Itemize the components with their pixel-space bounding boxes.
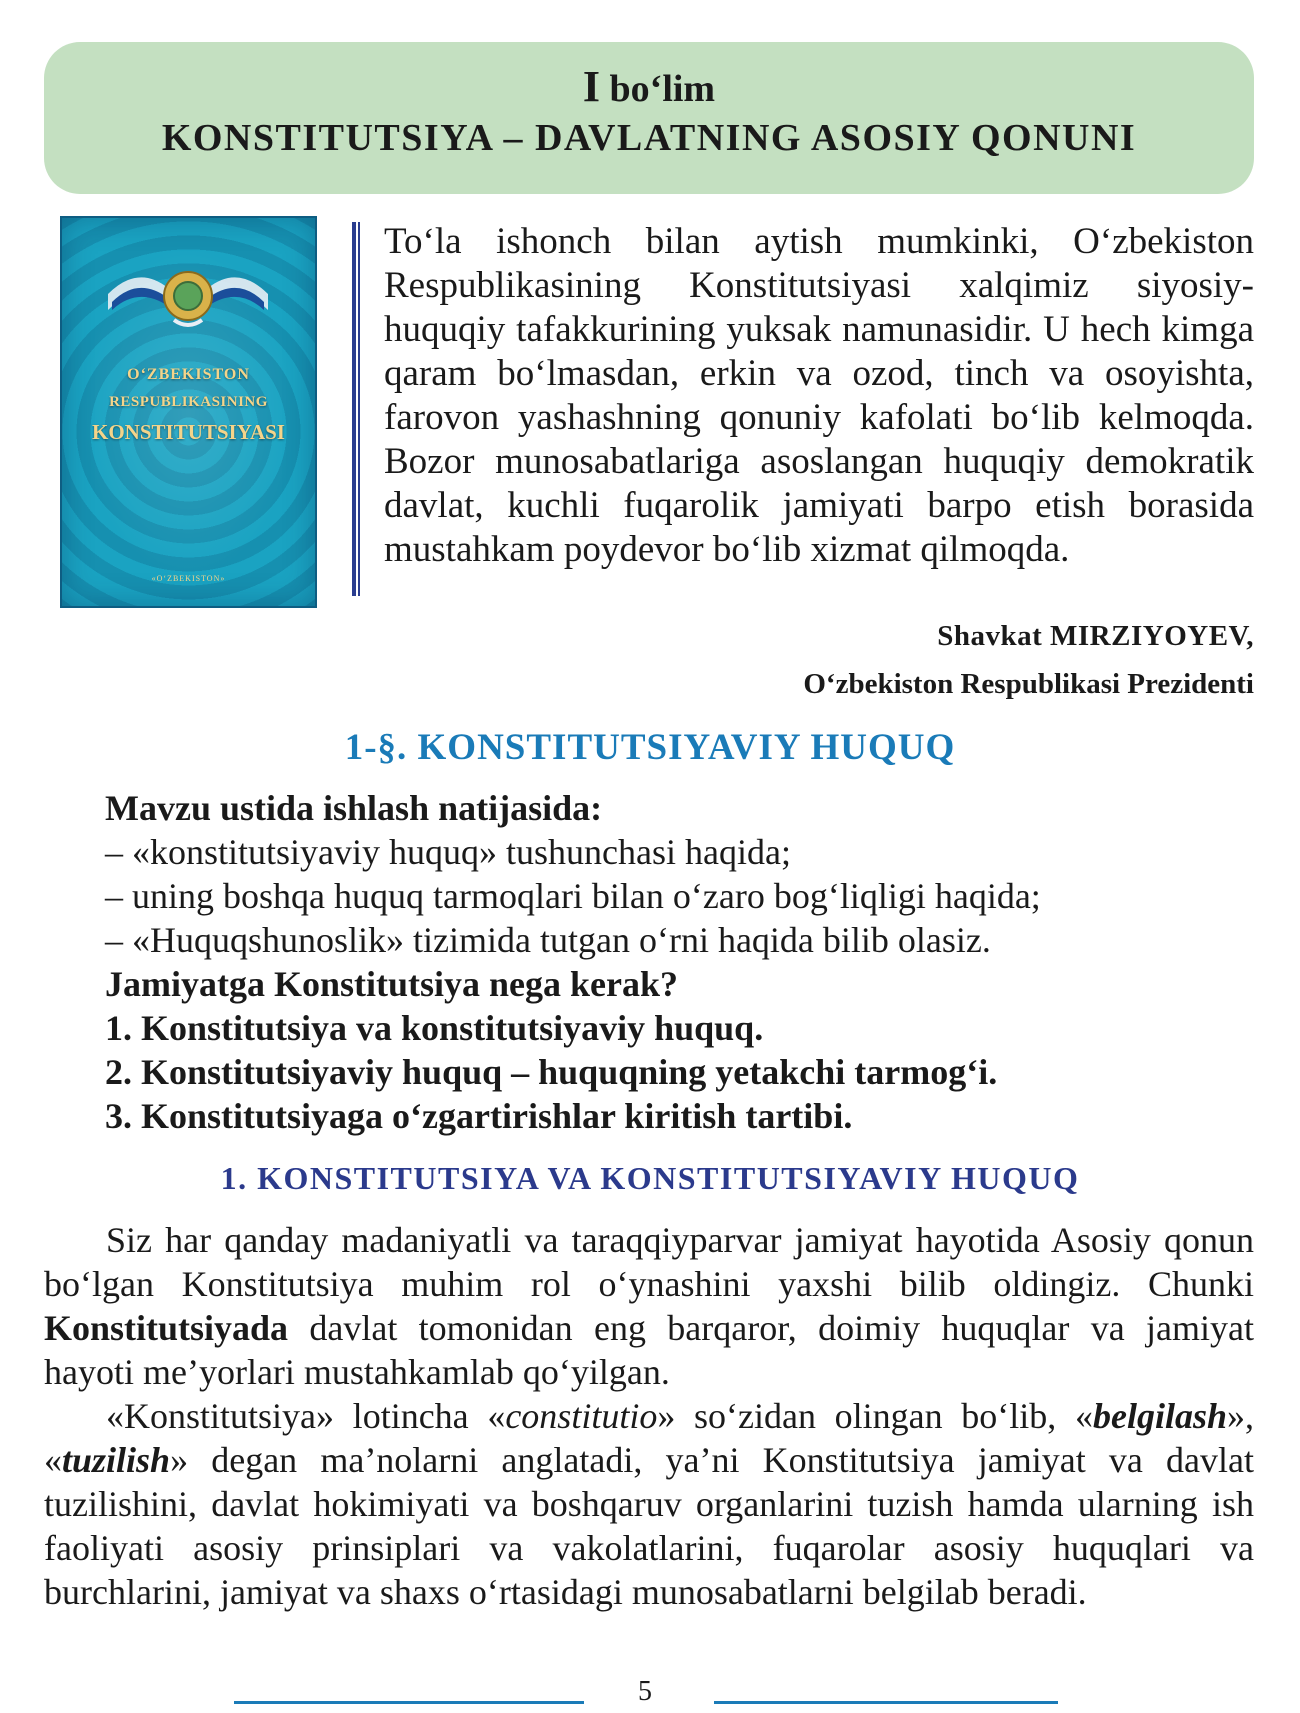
paragraph-heading: 1-§. KONSTITUTSIYAVIY HUQUQ	[344, 727, 956, 768]
bold-italic-term: tuzilish	[62, 1440, 171, 1480]
body-text	[44, 1218, 1254, 1614]
section-word: bo‘lim	[609, 68, 716, 110]
section-header	[44, 42, 1254, 194]
page-number: 5	[638, 1676, 652, 1707]
quote-author: Shavkat MIRZIYOYEV,	[937, 620, 1254, 652]
cover-title-line-1: O‘ZBEKISTON	[127, 366, 250, 383]
plan-item: 2. Konstitutsiyaviy huquq – huquqning yetakchi tarmog‘i.	[105, 1052, 998, 1092]
cover-title-line-3: KONSTITUTSIYASI	[92, 420, 285, 444]
state-emblem-icon	[108, 254, 268, 334]
bold-term: Konstitutsiyada	[44, 1308, 289, 1348]
body-paragraph: «Konstitutsiya» lotincha «constitutio» so‘zidan olingan bo‘lib, «belgilash», «tuzilish» degan ma’nolarni anglatadi, ya’ni Konstitutsiya jamiyat va davlat tuzilishini, davlat hokimiyati va boshqaruv organlarini tuzish hamda ularning ish faoliyati asosiy prinsiplari va vakolatlarini, fuqarolar asosiy huquqlari va burchlarini, jamiyat va shaxs o‘rtasidagi munosabatlarni belgilab beradi.	[44, 1396, 1254, 1612]
section-label	[44, 56, 1254, 118]
outcome-item: – uning boshqa huquq tarmoqlari bilan o‘zaro bog‘liqligi haqida;	[105, 876, 1041, 916]
cover-publisher: «O‘ZBEKISTON»	[151, 574, 226, 583]
bold-italic-term: belgilash	[1092, 1396, 1227, 1436]
quote-bar	[352, 222, 360, 596]
section-title: KONSTITUTSIYA – DAVLATNING ASOSIY QONUNI	[161, 117, 1137, 159]
footer-line-left	[234, 1701, 584, 1704]
plan-item: 3. Konstitutsiyaga o‘zgartirishlar kiritish tartibi.	[105, 1096, 853, 1136]
outcome-item: – «konstitutsiyaviy huquq» tushunchasi haqida;	[105, 832, 791, 872]
learning-outcomes	[105, 786, 1255, 1138]
section-subheading: 1. KONSTITUTSIYA VA KONSTITUTSIYAVIY HUQUQ	[220, 1160, 1080, 1196]
epigraph-quote: To‘la ishonch bilan aytish mumkinki, O‘zbekiston Respublikasining Konstitutsiyasi xalqimiz siyosiy-huquqiy tafakkurining yuksak namunasidir. U hech kimga qaram bo‘lmasdan, erkin va ozod, tinch va osoyishta, farovon yashashning qonuniy kafolati bo‘lib kelmoqda. Bozor munosabatlariga asoslangan huquqiy demokratik davlat, kuchli fuqarolik jamiyati barpo etish borasida mustahkam poydevor bo‘lib xizmat qilmoqda.	[384, 221, 1254, 570]
italic-term: constitutio	[505, 1396, 658, 1436]
constitution-book-cover	[60, 216, 317, 608]
cover-title-line-2: RESPUBLIKASINING	[109, 394, 268, 410]
quote-author-role: O‘zbekiston Respublikasi Prezidenti	[803, 668, 1254, 700]
footer-line-right	[714, 1701, 1058, 1704]
body-paragraph: Siz har qanday madaniyatli va taraqqiyparvar jamiyat hayotida Asosiy qonun bo‘lgan Konstitutsiya muhim rol o‘ynashini yaxshi bilib oldingiz. Chunki Konstitutsiyada davlat tomonidan eng barqaror, doimiy huquqlar va jamiyat hayoti me’yorlari mustahkamlab qo‘yilgan.	[44, 1220, 1254, 1392]
outcome-item: – «Huquqshunoslik» tizimida tutgan o‘rni haqida bilib olasiz.	[105, 920, 991, 960]
section-number: I	[582, 62, 601, 111]
outcomes-title: Mavzu ustida ishlash natijasida:	[105, 788, 603, 828]
plan-item: 1. Konstitutsiya va konstitutsiyaviy huquq.	[105, 1008, 764, 1048]
key-question: Jamiyatga Konstitutsiya nega kerak?	[105, 964, 679, 1004]
